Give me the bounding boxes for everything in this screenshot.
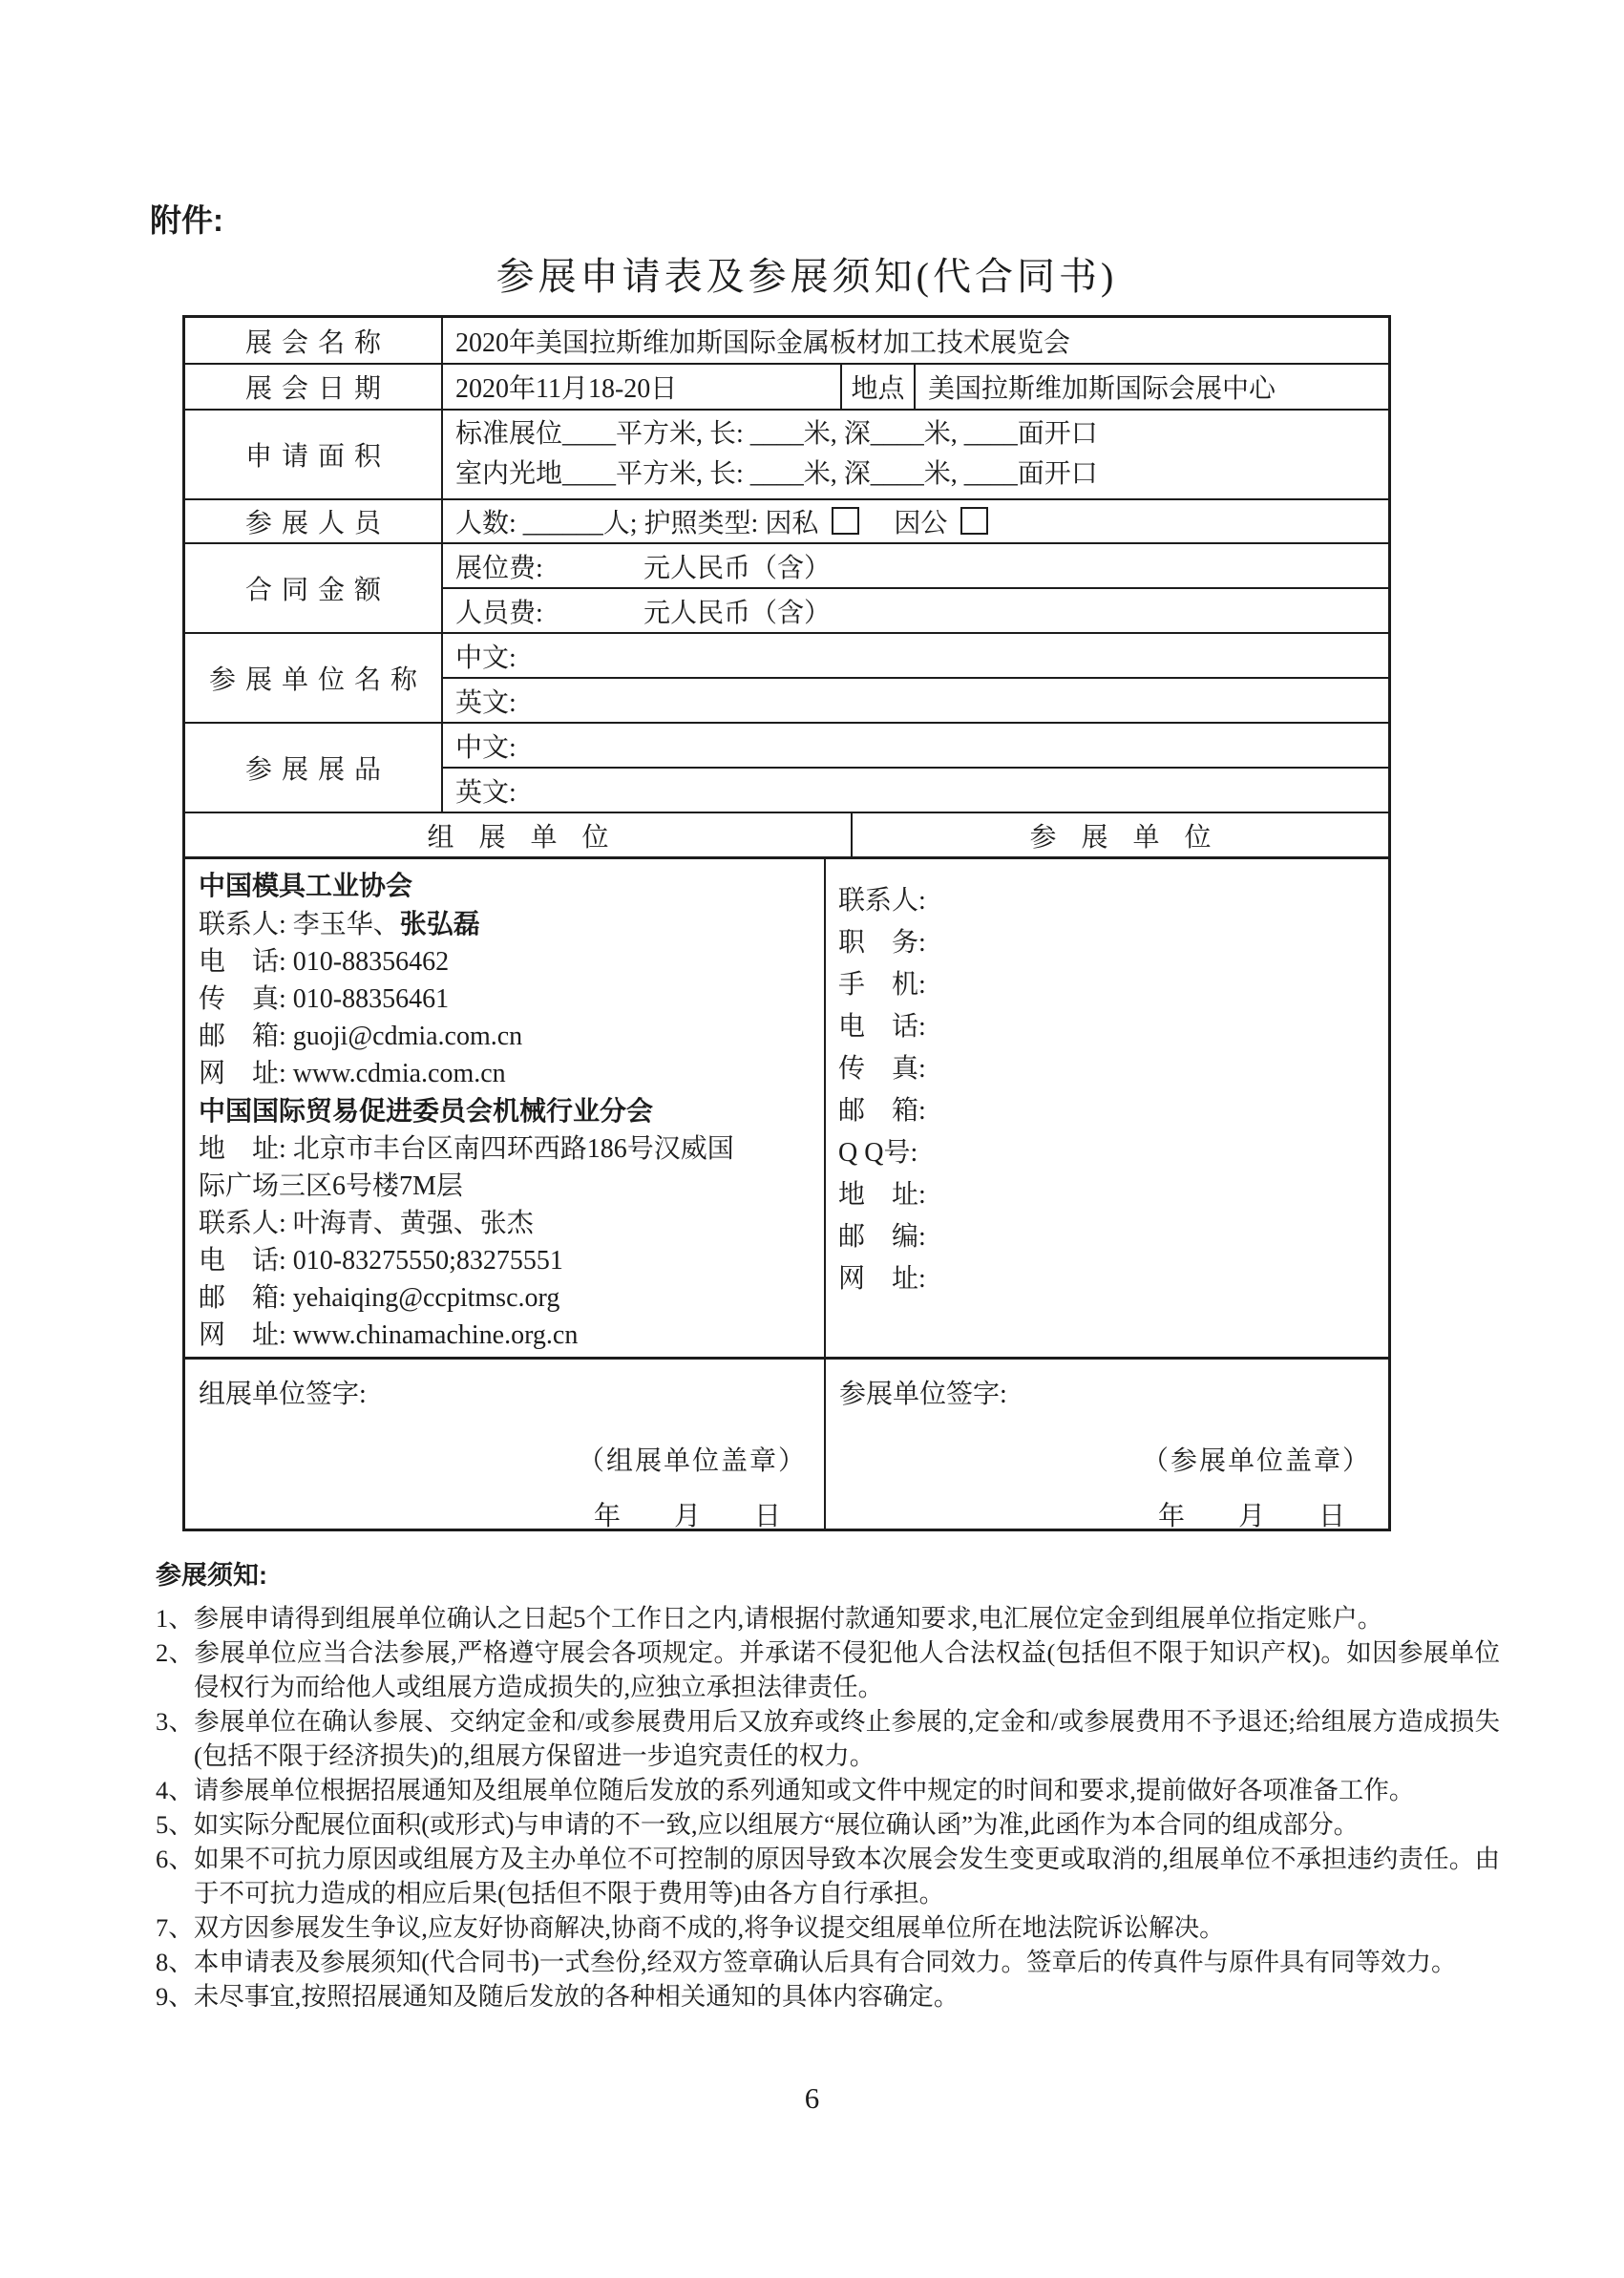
row-contacts — [185, 856, 1388, 1357]
attachment-label: 附件: — [150, 202, 223, 238]
organizer-info-line: 邮 箱: yehaiqing@ccpitmsc.org — [199, 1283, 560, 1313]
organizer-info-line: 联系人: 叶海青、黄强、张杰 — [199, 1209, 534, 1238]
participants-option-public: 因公 — [894, 509, 948, 538]
exhibitor-field-line: 联系人: — [838, 886, 926, 916]
exhibitor-signature-cell — [826, 1360, 1388, 1529]
organizer-info-line: 电 话: 010-83275550;83275551 — [199, 1246, 563, 1276]
booth-fee-value: 元人民币（含） — [643, 553, 832, 583]
note-item: 1、参展申请得到组展单位确认之日起5个工作日之内,请根据付款通知要求,电汇展位定金到组展单位指定账户。 — [156, 1604, 1383, 1633]
organizer-info-line: 网 址: www.cdmia.com.cn — [199, 1059, 506, 1088]
note-item: 6、如果不可抗力原因或组展方及主办单位不可控制的原因导致本次展会发生变更或取消的,组展单位不承担违约责任。由于不可抗力造成的相应后果(包括但不限于费用等)由各方自行承担。 — [156, 1845, 1500, 1908]
page-number: 6 — [804, 2081, 820, 2115]
exhibitor-field-line: Q Q号: — [838, 1138, 918, 1168]
organizer-signature-cell — [185, 1360, 826, 1529]
organizer-info-line: 中国国际贸易促进委员会机械行业分会 — [199, 1096, 654, 1126]
organizer-date-line: 年 月 日 — [593, 1502, 781, 1531]
exhibition-date-label: 展会日期 — [185, 365, 443, 409]
checkbox-public-icon — [960, 507, 988, 535]
note-item: 9、未尽事宜,按照招展通知及随后发放的各种相关通知的具体内容确定。 — [156, 1982, 960, 2011]
organizer-info-line: 中国模具工业协会 — [199, 871, 413, 900]
notes-section — [156, 1554, 1500, 2014]
exhibitor-contact-block — [826, 859, 1388, 1357]
participants-value — [443, 500, 1388, 542]
note-item: 7、双方因参展发生争议,应友好协商解决,协商不成的,将争议提交组展单位所在地法院诉讼解决。 — [156, 1913, 1225, 1942]
exhibition-name-label: 展会名称 — [185, 318, 443, 363]
contract-amount-label: 合同金额 — [185, 544, 443, 632]
exhibition-date-value: 2020年11月18-20日 — [443, 365, 842, 409]
applied-area-line-standard: 标准展位____平方米, 长: ____米, 深____米, ____面开口 — [455, 419, 1098, 449]
exhibitor-field-line: 电 话: — [838, 1012, 926, 1042]
note-item: 5、如实际分配展位面积(或形式)与申请的不一致,应以组展方“展位确认函”为准,此函作为本合同的组成部分。 — [156, 1810, 1360, 1839]
exhibits-cn-row: 中文: — [455, 732, 517, 763]
exhibitor-field-line: 传 真: — [838, 1054, 926, 1084]
exhibitor-field-line: 邮 编: — [838, 1222, 926, 1252]
application-form-table — [182, 315, 1391, 1531]
row-contract-amount — [185, 542, 1388, 632]
exhibitor-field-line: 地 址: — [838, 1180, 926, 1210]
organizer-info-line: 电 话: 010-88356462 — [199, 947, 450, 977]
exhibitor-name-cn-row: 中文: — [455, 643, 517, 673]
exhibitor-field-line: 手 机: — [838, 970, 926, 1000]
applied-area-line-rawspace: 室内光地____平方米, 长: ____米, 深____米, ____面开口 — [455, 459, 1098, 489]
applied-area-value — [443, 411, 1388, 498]
organizer-info-line: 地 址: 北京市丰台区南四环西路186号汉威国 — [199, 1134, 734, 1164]
row-exhibition-date — [185, 363, 1388, 409]
organizer-info-line: 网 址: www.chinamachine.org.cn — [199, 1320, 579, 1350]
personnel-fee-row — [443, 587, 1388, 632]
exhibitor-sign-label: 参展单位签字: — [839, 1380, 1007, 1409]
checkbox-private-icon — [832, 507, 859, 535]
exhibitor-name-en-row: 英文: — [443, 677, 1388, 722]
organizer-info-line: 邮 箱: guoji@cdmia.com.cn — [199, 1022, 523, 1051]
note-item: 4、请参展单位根据招展通知及组展单位随后发放的系列通知或文件中规定的时间和要求,提前做好各项准备工作。 — [156, 1776, 1415, 1804]
exhibitor-header: 参展单位 — [1029, 822, 1236, 853]
venue-value: 美国拉斯维加斯国际会展中心 — [928, 374, 1276, 404]
note-item: 8、本申请表及参展须知(代合同书)一式叁份,经双方签章确认后具有合同效力。签章后的传真件与原件具有同等效力。 — [156, 1948, 1457, 1976]
note-item: 2、参展单位应当合法参展,严格遵守展会各项规定。并承诺不侵犯他人合法权益(包括但不限于知识产权)。如因参展单位侵权行为而给他人或组展方造成损失的,应独立承担法律责任。 — [156, 1638, 1500, 1701]
row-participants — [185, 498, 1388, 542]
exhibitor-name-label: 参展单位名称 — [185, 634, 443, 722]
applied-area-label: 申请面积 — [185, 411, 443, 498]
row-applied-area — [185, 409, 1388, 498]
venue-label: 地点 — [842, 365, 916, 409]
note-item: 3、参展单位在确认参展、交纳定金和/或参展费用后又放弃或终止参展的,定金和/或参展费用不予退还;给组展方造成损失(包括不限于经济损失)的,组展方保留进一步追究责任的权力。 — [156, 1707, 1500, 1770]
row-exhibitor-name — [185, 632, 1388, 722]
exhibits-en-row: 英文: — [443, 767, 1388, 812]
exhibitor-stamp-label: （参展单位盖章） — [1141, 1446, 1371, 1476]
row-signatures — [185, 1357, 1388, 1529]
organizer-stamp-label: （组展单位盖章） — [577, 1446, 807, 1476]
page-title: 参展申请表及参展须知(代合同书) — [496, 255, 1118, 298]
participants-label: 参展人员 — [185, 500, 443, 542]
organizer-header: 组展单位 — [185, 813, 853, 856]
row-section-headers — [185, 812, 1388, 856]
exhibitor-field-line: 邮 箱: — [838, 1096, 926, 1126]
organizer-info-line: 联系人: 李玉华、张弘磊 — [199, 909, 480, 939]
exhibitor-field-line: 职 务: — [838, 928, 926, 958]
booth-fee-label: 展位费: — [455, 553, 543, 583]
organizer-contact-block — [185, 859, 826, 1357]
organizer-sign-label: 组展单位签字: — [199, 1380, 367, 1409]
row-exhibits — [185, 722, 1388, 812]
organizer-info-line: 际广场三区6号楼7M层 — [199, 1171, 463, 1201]
booth-fee-row — [443, 544, 1388, 587]
organizer-info-line: 传 真: 010-88356461 — [199, 984, 450, 1014]
personnel-fee-label: 人员费: — [455, 598, 543, 628]
exhibitor-field-line: 网 址: — [838, 1264, 926, 1294]
notes-heading: 参展须知: — [156, 1561, 267, 1590]
notes-list — [156, 1601, 1500, 2014]
exhibition-name-value: 2020年美国拉斯维加斯国际金属板材加工技术展览会 — [455, 327, 1071, 358]
exhibitor-date-line: 年 月 日 — [1157, 1502, 1345, 1531]
exhibits-label: 参展展品 — [185, 724, 443, 812]
participants-text: 人数: ______人; 护照类型: 因私 — [455, 509, 819, 538]
row-exhibition-name — [185, 318, 1388, 363]
personnel-fee-value: 元人民币（含） — [643, 598, 832, 628]
